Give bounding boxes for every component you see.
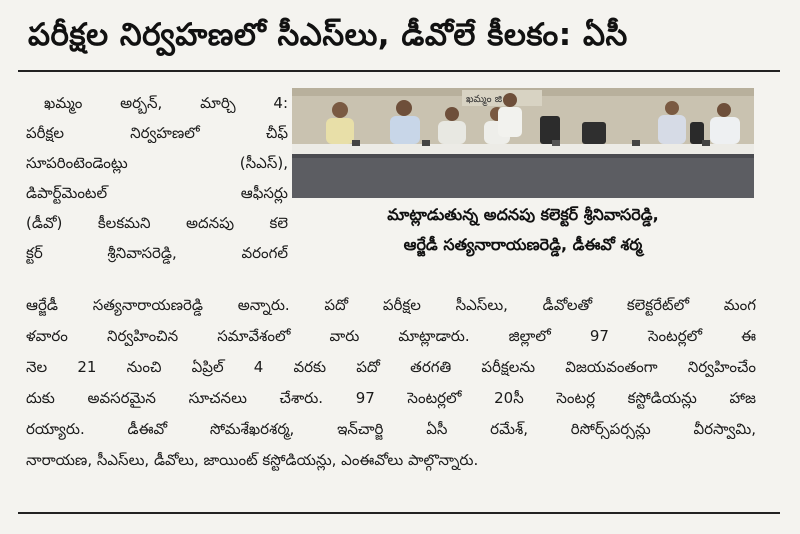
photo-banner-text: ఖమ్మం జి	[466, 94, 503, 105]
lead-line: క్టర్ శ్రీనివాసరెడ్డి, వరంగల్	[26, 244, 288, 262]
caption-line: ఆర్జేడీ సత్యనారాయణరెడ్డి, డీఈవో శర్మ	[403, 235, 643, 254]
body-line: నారాయణ, సీఎస్‌లు, డీవోలు, జాయింట్ కస్టోడియన్లు, ఎంఈవోలు పాల్గొన్నారు.	[26, 451, 479, 469]
body-line: నెల 21 నుంచి ఏప్రిల్ 4 వరకు పదో తరగతి పరీక్షలను విజయవంతంగా నిర్వహించేం	[26, 358, 756, 376]
body-line: ళవారం నిర్వహించిన సమావేశంలో వారు మాట్లాడారు. జిల్లాలో 97 సెంటర్లలో ఈ	[26, 327, 756, 345]
photo-caption	[292, 200, 754, 260]
lead-line: (డీవో) కీలకమని అదనపు కలె	[26, 214, 288, 232]
meeting-photo	[292, 88, 754, 198]
headline: పరీక్షల నిర్వహణలో సీఎస్‌లు, డీవోలే కీలకం: ఏసీ	[28, 17, 628, 53]
lead-column	[26, 88, 288, 268]
lead-line: పరీక్షల నిర్వహణలో చీఫ్	[26, 124, 288, 142]
bottom-rule	[18, 512, 780, 514]
body-line: ఆర్జేడీ సత్యనారాయణరెడ్డి అన్నారు. పదో పరీక్షల సీఎస్‌లు, డీవోలతో కలెక్టరేట్‌లో మంగ	[26, 296, 756, 314]
lead-line: ఖమ్మం అర్బన్, మార్చి 4:	[44, 94, 288, 112]
body-line: దుకు అవసరమైన సూచనలు చేశారు. 97 సెంటర్లలో 20సీ సెంటర్ల కస్టోడియన్లు హాజ	[26, 389, 756, 407]
lead-line: డిపార్ట్‌మెంటల్ ఆఫీసర్లు	[26, 184, 288, 202]
caption-line: మాట్లాడుతున్న అదనపు కలెక్టర్ శ్రీనివాసరెడ్డి,	[387, 205, 659, 224]
body-line: రయ్యారు. డీఈవో సోమశేఖరశర్మ, ఇన్‌చార్జి ఏసీ రమేశ్, రిసోర్స్‌పర్సన్లు వీరస్వామి,	[26, 420, 756, 438]
headline-rule	[18, 70, 780, 72]
lead-line: సూపరింటెండెంట్లు (సీఎస్),	[26, 154, 288, 172]
meeting-photo-illustration	[292, 88, 754, 198]
article-body	[26, 290, 756, 476]
